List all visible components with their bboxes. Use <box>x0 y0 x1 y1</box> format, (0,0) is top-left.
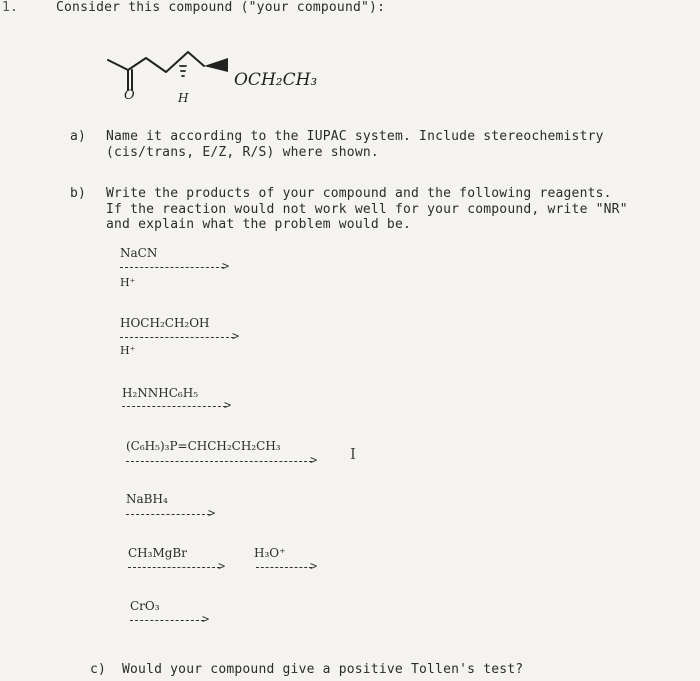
reagent-5-top: NaBH₄ <box>126 492 168 506</box>
arrowhead-2: > <box>232 329 240 343</box>
reaction-arrow-6b <box>256 567 312 568</box>
carbonyl-oxygen-label: O <box>124 88 135 103</box>
part-b-label: b) <box>70 186 87 201</box>
question-number: 1. <box>2 0 19 15</box>
reaction-arrow-2 <box>120 337 234 338</box>
reagent-2-top: HOCH₂CH₂OH <box>120 316 210 330</box>
part-a-label: a) <box>70 129 87 144</box>
part-c-text: Would your compound give a positive Tollen's test? <box>122 662 524 677</box>
ethoxy-label: OCH₂CH₃ <box>234 70 318 90</box>
part-a-line1: Name it according to the IUPAC system. Include stereochemistry <box>106 129 604 144</box>
reaction-arrow-5 <box>126 514 210 515</box>
arrowhead-6b: > <box>310 559 318 573</box>
arrowhead-3: > <box>224 398 232 412</box>
reaction-arrow-6 <box>128 567 220 568</box>
reagent-4-top: (C₆H₅)₃P=CHCH₂CH₂CH₃ <box>126 439 281 453</box>
reaction-arrow-4 <box>126 461 312 462</box>
wedge-bond <box>204 58 228 72</box>
part-c-label: c) <box>90 662 107 677</box>
part-b-line1: Write the products of your compound and the following reagents. <box>106 186 612 201</box>
arrowhead-1: > <box>222 259 230 273</box>
carbon-skeleton <box>108 52 204 72</box>
question-title: Consider this compound ("your compound"): <box>56 0 386 15</box>
reagent-1-bottom: H⁺ <box>120 276 136 289</box>
arrowhead-4: > <box>310 453 318 467</box>
reagent-6-top: CH₃MgBr <box>128 546 187 560</box>
reaction-arrow-3 <box>122 406 226 407</box>
arrowhead-6: > <box>218 559 226 573</box>
reagent-7-top: CrO₃ <box>130 599 160 613</box>
reagent-1-top: NaCN <box>120 246 158 260</box>
hydrogen-label: H <box>178 91 189 105</box>
reagent-2-bottom: H⁺ <box>120 344 136 357</box>
hashed-bond <box>180 66 186 76</box>
part-b-line2: If the reaction would not work well for your compound, write "NR" <box>106 202 628 217</box>
reaction-arrow-7 <box>130 620 204 621</box>
arrowhead-5: > <box>208 506 216 520</box>
part-b-line3: and explain what the problem would be. <box>106 217 412 232</box>
reaction-arrow-1 <box>120 267 224 268</box>
part-a-line2: (cis/trans, E/Z, R/S) where shown. <box>106 145 379 160</box>
text-cursor-icon: I <box>350 445 356 463</box>
reagent-6b-top: H₃O⁺ <box>254 546 286 560</box>
arrowhead-7: > <box>202 612 210 626</box>
reagent-3-top: H₂NNHC₆H₅ <box>122 386 199 400</box>
